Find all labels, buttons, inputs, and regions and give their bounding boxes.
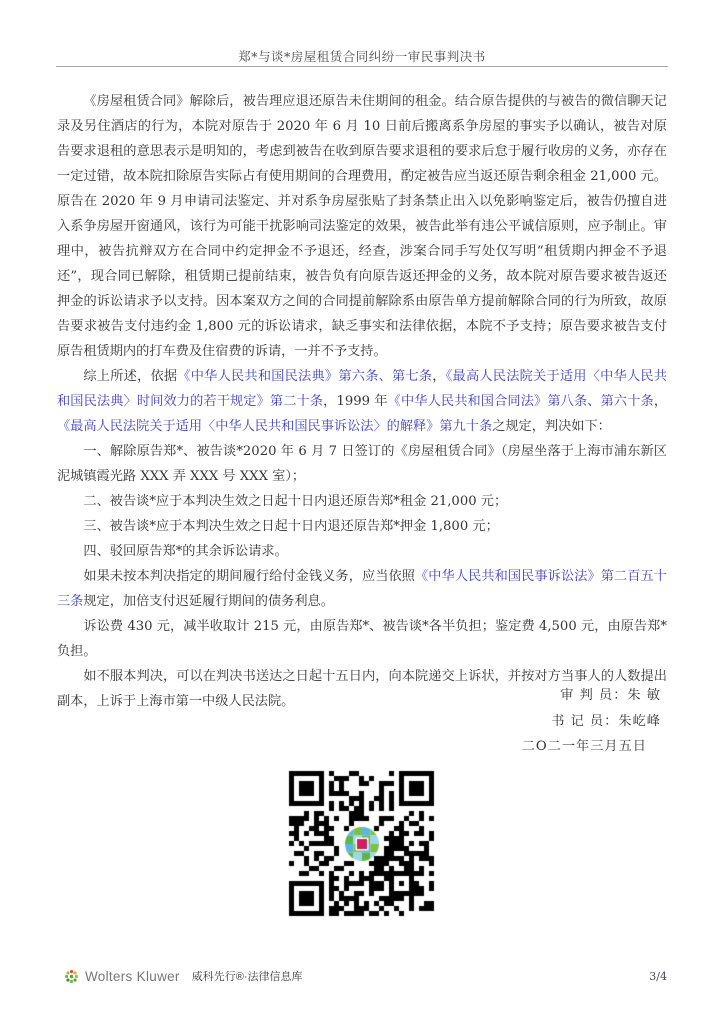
legal-citation-link[interactable]: 《中华人民共和国民法典》第六条、第七条 [177, 369, 433, 384]
text-segment: 如果未按本判决指定的期间履行给付金钱义务，应当依照 [83, 569, 416, 584]
paragraph [57, 514, 667, 539]
legal-citation-link[interactable]: 《最高人民法院关于适用〈中华人民共和国民法典〉时间效力的若干规定》第二十条 [57, 369, 668, 409]
legal-citation-link[interactable]: 《最高人民法院关于适用〈中华人民共和国民事诉讼法〉的解释》第九十条 [57, 419, 493, 434]
judgment-date-line: 二O二一年三月五日 [521, 739, 647, 754]
header-divider [56, 66, 668, 67]
text-segment: 四、驳回原告郑*的其余诉讼请求。 [83, 544, 288, 559]
text-segment: ， [432, 369, 446, 384]
paragraph [57, 439, 667, 489]
text-segment: 之规定，判决如下： [492, 419, 611, 434]
text-segment: 规定，加倍支付迟延履行期间的债务利息。 [83, 594, 334, 609]
paragraph [57, 89, 667, 364]
qr-code [287, 769, 437, 919]
paragraph [57, 614, 667, 664]
legal-citation-link[interactable]: 《中华人民共和国民事诉讼法》第二百五十三条 [57, 569, 667, 609]
text-segment: ， [653, 394, 667, 409]
text-segment: 综上所述，依据 [83, 369, 178, 384]
paragraph [57, 539, 667, 564]
paragraph [57, 564, 667, 614]
text-segment: 一、解除原告郑*、被告谈*2020 年 6 月 7 日签订的《房屋租赁合同》（房屋坐落于上海市浦东新区泥城镇霞光路 XXX 弄 XXX 号 XXX 室）； [57, 444, 667, 484]
signature-block [57, 683, 667, 760]
footer [64, 962, 667, 990]
paragraph [57, 489, 667, 514]
legal-citation-link[interactable]: 《中华人民共和国合同法》第八条、第六十条 [387, 394, 654, 409]
text-segment: 二、被告谈*应于本判决生效之日起十日内退还原告郑*租金 21,000 元； [83, 494, 508, 509]
page-number: 3/4 [649, 969, 667, 983]
judge-name-line: 审 判 员：朱 敏 [560, 688, 661, 703]
text-segment: ，1999 年 [323, 394, 388, 409]
text-segment: 诉讼费 430 元，减半收取计 215 元，由原告郑*、被告谈*各半负担；鉴定费 4,500 元，由原告郑*负担。 [57, 619, 667, 659]
text-segment: 三、被告谈*应于本判决生效之日起十日内退还原告郑*押金 1,800 元； [83, 519, 499, 534]
page-title: 郑*与谈*房屋租赁合同纠纷一审民事判决书 [238, 49, 486, 64]
qr-code-canvas [287, 769, 437, 919]
text-segment: 《房屋租赁合同》解除后，被告理应退还原告未住期间的租金。结合原告提供的与被告的微信聊天记录及另住酒店的行为，本院对原告于 2020 年 6 月 10 日前后搬离系争房屋的事实予以确认，被告对原告要求退租的意思表示是明知的，考虑到被告在收到原告要求退租的要求后怠于履行收房的义务，亦存在一定过错，故本院扣除原告实际占有使用期间的合理费用，酌定被告应当返还原告剩余租金 21,000 元。原告在 2020 年 9 月申请司法鉴定、并对系争房屋张贴了封条禁止出入以免影响鉴定后，被告仍擅自进入系争房屋开窗通风，该行为可能干扰影响司法鉴定的效果，被告此举有违公平诚信原则，应予制止。审理中，被告抗辩双方在合同中约定押金不予退还，经查，涉案合同手写处仅写明“租赁期内押金不予退还”，现合同已解除，租赁期已提前结束，被告负有向原告返还押金的义务，故本院对原告要求被告返还押金的诉讼请求予以支持。因本案双方之间的合同提前解除系由原告单方提前解除合同的行为所致，故原告要求被告支付违约金 1,800 元的诉讼请求，缺乏事实和法律依据，本院不予支持；原告要求被告支付原告租赁期内的打车费及住宿费的诉请，一并不予支持。 [57, 94, 667, 359]
footer-product-text: 威科先行®·法律信息库 [191, 971, 303, 983]
footer-brand-text: Wolters Kluwer [85, 968, 180, 984]
wolters-kluwer-logo-icon [64, 969, 79, 984]
document-body [57, 89, 667, 714]
clerk-name-line: 书 记 员：朱屹峰 [551, 713, 661, 729]
text-segment: 如不服本判决，可以在判决书送达之日起十五日内，向本院递交上诉状，并按对方当事人的人数提出副本，上诉于上海市第一中级人民法院。 [57, 669, 667, 709]
paragraph [57, 364, 667, 439]
